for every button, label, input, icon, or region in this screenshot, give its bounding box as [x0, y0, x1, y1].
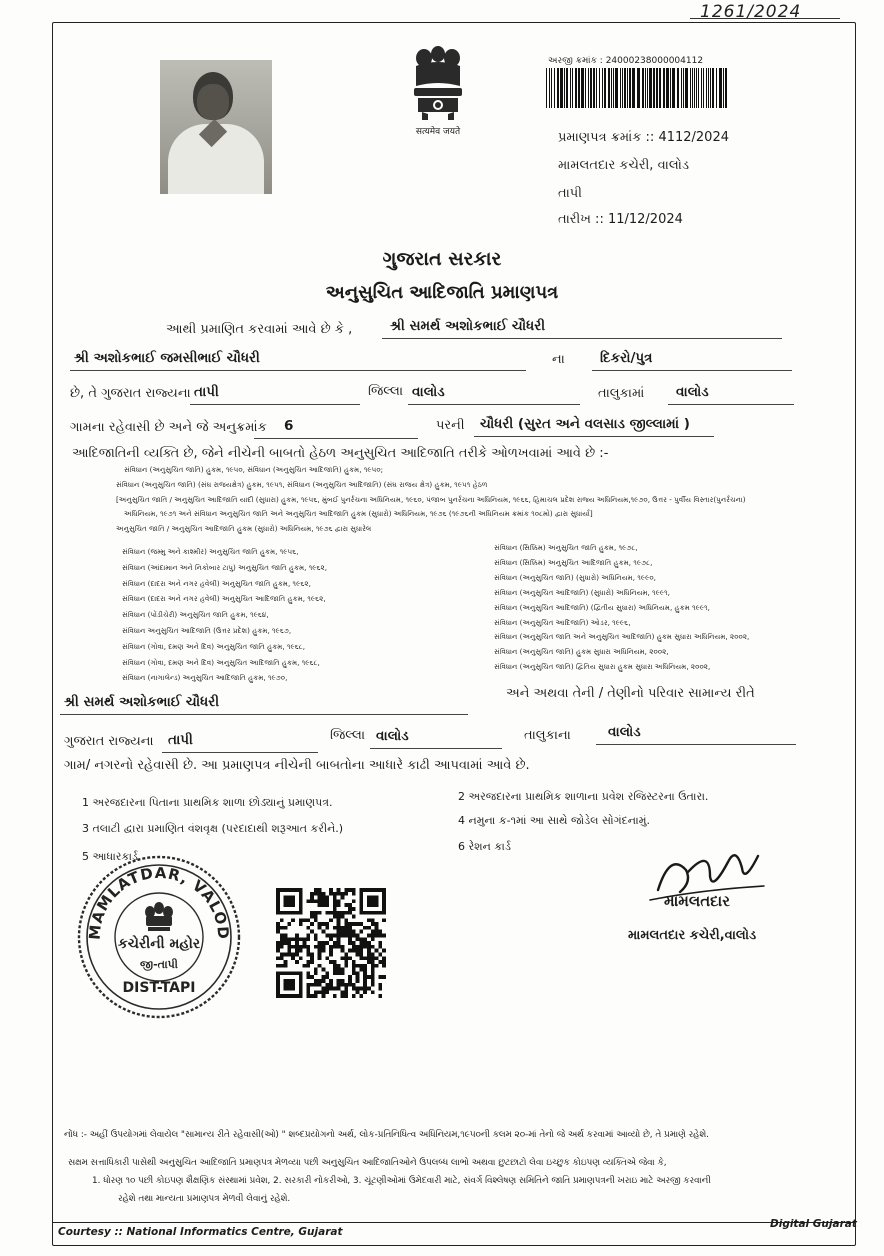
- order-left-5: સંવિધાન (પોંડીચેરી) અનુસુચિત જાતિ હુકમ, ૧૯૬૪,: [122, 610, 269, 620]
- document-item-4: 4 નમુના ક-૧માં આ સાથે જોડેલ સોગંદનામું.: [458, 814, 650, 827]
- order-right-7: સંવિધાન (અનુસુચિત જાતિ અને અનુસુચિત આદિજાતિ) હુકમ સુધારા અધિનિયમ, ૨૦૦૨,: [494, 632, 750, 642]
- note-line-4: રહેશે તથા માન્યતા પ્રમાણપત્ર મેળવી લેવાનું રહેશે.: [118, 1194, 291, 1204]
- tribe-line: [474, 436, 714, 437]
- footer-divider: [52, 1222, 856, 1223]
- order-left-1: સંવિધાન (જમ્મુ અને કાશ્મીર) અનુસુચિત જાતિ હુકમ, ૧૯૫૬,: [122, 547, 299, 556]
- village-line: [668, 404, 794, 405]
- family-applicant-name: શ્રી સમર્થ અશોકભાઈ ચૌધરી: [64, 694, 220, 710]
- issuing-district: તાપી: [558, 186, 582, 201]
- taluka-label: તાલુકામાં: [598, 386, 645, 401]
- applicant-photo: [160, 60, 272, 194]
- certificate-number: પ્રમાણપત્ર ક્રમાંક :: 4112/2024: [558, 130, 729, 145]
- handwritten-reference: 1261/2024: [700, 2, 802, 22]
- order-line-3: [અનુસુચિત જાતિ / અનુસુચિત આદિજાતિ યાદી (સુધારા) હુકમ, ૧૯૫૬, મુંબઈ પુનર્રચના અધિનિયમ, ૧૯૬૦, પંજાબ પુનર્રચના અધિનિયમ, ૧૯૬૬, હિમાચલ પ્રદેશ રાજ્ય અધિનિયમ,૧૯૭૦, ઉત્તર - પુર્વીય વિસ્તાર(પુનર્રચના): [116, 495, 746, 504]
- document-item-6: 6 રેશન કાર્ડ: [458, 840, 511, 853]
- family-resident-text: ગામ/ નગરનો રહેવાસી છે. આ પ્રમાણપત્ર નીચેની બાબતોના આધારે કાઢી આપવામાં આવે છે.: [64, 758, 530, 773]
- seal-emblem-icon: [145, 902, 173, 931]
- family-taluka-line: [370, 748, 502, 749]
- order-right-4: સંવિધાન (અનુસુચિત આદિજાતિ) (સુધારો) અધિનિયમ, ૧૯૯૧,: [494, 587, 670, 597]
- of-label: ના: [552, 352, 565, 367]
- order-left-2: સંવિધાન (આંદામાન અને નિકોબાર ટાપુ) અનુસુચિત જાતિ હુકમ, ૧૯૬૨,: [122, 562, 328, 572]
- order-right-1: સંવિધાન (સિક્કિમ) અનુસુચિત જાતિ હુકમ, ૧૯૭૮,: [494, 543, 638, 552]
- family-taluka-label: તાલુકાના: [524, 728, 571, 743]
- order-left-4: સંવિધાન (દાદરા અને નગર હવેલી) અનુસુચિત આદિજાતિ હુકમ, ૧૯૬૨,: [122, 594, 326, 604]
- photo-face: [197, 84, 229, 120]
- family-village-line: [596, 744, 796, 745]
- family-district-line: [162, 752, 318, 753]
- relation: દિકરો/પુત્ર: [600, 350, 653, 366]
- order-right-5: સંવિધાન (અનુસુચિત આદિજાતિ) (દ્વિતીય સુધારા) અધિનિયમ, હુકમ ૧૯૯૧,: [494, 602, 710, 612]
- order-right-6: સંવિધાન (અનુસુચિત આદિજાતિ) ઓડર, ૧૯૯૬,: [494, 617, 631, 627]
- note-line-2: સક્ષમ સત્તાધિકારી પાસેથી અનુસુચિત આદિજાતિ પ્રમાણપત્ર મેળવ્યા પછી અનુસુચિત આદિજાતિઓને ઉપલબ્ધ લાભો અથવા છુટછાટો લેવા ઇચ્છુક કોઇપણ વ્યક્તિએ જેવા કે,: [68, 1158, 667, 1168]
- certificate-date: તારીખ :: 11/12/2024: [558, 212, 683, 227]
- district-label: જિલ્લા: [368, 384, 404, 399]
- applicant-name: શ્રી સમર્થ અશોકભાઈ ચૌધરી: [390, 318, 546, 334]
- order-line-4: અધિનિયમ, ૧૯૭૧ અને સંવિધાન અનુસુચિત જાતિ અને અનુસુચિત આદિજાતિ હુકમ (સુધારો) અધિનિયમ, ૧૯૭૬ (૧૯૭૬ની અધિનિયમ ક્રમાંક ૧૦૮મો) દ્વારા સુધાર્યા]: [124, 509, 593, 518]
- application-number: અરજી ક્રમાંક : 24000238000004112: [548, 56, 704, 66]
- order-left-3: સંવિધાન (દાદરા અને નગર હવેલી) અનુસુચિત જાતિ હુકમ, ૧૯૬૨,: [122, 578, 311, 588]
- note-line-3: 1. ધોરણ ૧૦ પછી કોઇપણ શૈક્ષણિક સંસ્થામાં પ્રવેશ, 2. સરકારી નોકરીઓ, 3. ચૂંટણીઓમાં ઉમેદવારી માટે, સંવર્ગ વિશ્લેષણ સમિતિને જાતિ પ્રમાણપત્રની ખરાઇ માટે અરજી કરવાની: [92, 1176, 711, 1186]
- family-district-value: તાપી: [168, 732, 193, 748]
- district-line: [190, 404, 360, 405]
- office-seal-stamp: [74, 852, 244, 1022]
- order-right-8: સંવિધાન (અનુસુચિત જાતિ) હુકમ સુધારા અધિનિયમ, ૨૦૦૨,: [494, 647, 669, 657]
- family-village-value: વાલોડ: [608, 724, 641, 740]
- emblem-motto: सत्यमेव जयते: [415, 127, 461, 137]
- resident-text: ગામના રહેવાસી છે અને જે અનુક્રમાંક: [70, 420, 267, 435]
- district-value: તાપી: [194, 384, 219, 400]
- certify-prefix: આથી પ્રમાણિત કરવામાં આવે છે કે ,: [166, 322, 353, 337]
- certificate-title: અનુસુચિત આદિજાતિ પ્રમાણપત્ર: [325, 282, 559, 303]
- signatory-office: મામલતદાર કચેરી,વાલોડ: [628, 928, 757, 943]
- order-right-9: સંવિધાન (અનુસુચિત જાતિ) દ્વિતિય સુધારા હુકમ સુધારા અધિનિયમ, ૨૦૦૨,: [494, 662, 711, 672]
- family-name-line: [60, 714, 468, 715]
- order-left-8: સંવિધાન (ગોવા, દમણ અને દિવ) અનુસુચિત આદિજાતિ હુકમ, ૧૯૬૮,: [122, 657, 320, 667]
- serial-line: [254, 438, 418, 439]
- government-title: ગુજરાત સરકાર: [382, 248, 502, 270]
- order-right-2: સંવિધાન (સિક્કિમ) અનુસુચિત આદિજાતિ હુકમ, ૧૯૭૮,: [494, 557, 653, 567]
- issuing-office: મામલતદાર કચેરી, વાલોડ: [558, 158, 690, 173]
- relation-line: [592, 370, 792, 371]
- document-item-3: 3 તલાટી દ્વારા પ્રમાણિત વંશવૃક્ષ (પરદાદાથી શરૂઆત કરીને.): [82, 822, 344, 835]
- upon-label: પરની: [436, 418, 465, 433]
- order-left-7: સંવિધાન (ગોવા, દમણ અને દિવ) અનુસુચિત જાતિ હુકમ, ૧૯૬૮,: [122, 641, 305, 651]
- document-item-2: 2 અરજદારના પ્રાથમિક શાળાના પ્રવેશ રજિસ્ટરના ઉતારા.: [458, 790, 709, 803]
- document-item-1: 1 અરજદારના પિતાના પ્રાથમિક શાળા છોડ્યાનું પ્રમાણપત્ર.: [82, 796, 333, 809]
- father-name: શ્રી અશોકભાઈ જમસીભાઈ ચૌધરી: [74, 350, 260, 366]
- qr-code: [276, 888, 386, 998]
- state-prefix: છે, તે ગુજરાત રાજ્યના: [70, 386, 191, 401]
- document-item-5: 5 આધારકાર્ડ: [82, 850, 138, 863]
- order-line-1: સંવિધાન (અનુસુચિત જાતિ) હુકમ, ૧૯૫૦, સંવિધાન (અનુસુચિત આદિજાતિ) હુકમ, ૧૯૫૦;: [124, 465, 384, 474]
- seal-center-text: કચેરીની મહોર: [117, 936, 201, 952]
- note-line-1: નોંધ :- અહીં ઉપયોગમાં લેવાયેલ "સામાન્ય રીતે રહેવાસી(ઓ) " શબ્દપ્રયોગનો અર્થ, લોક-પ્રતિનિધિત્વ અધિનિયમ,૧૯૫૦ની કલમ ૨૦-માં તેનો જે અર્થ કરવામાં આવ્યો છે, તે પ્રમાણે રહેશે.: [64, 1130, 709, 1140]
- taluka-value: વાલોડ: [412, 384, 445, 400]
- village-value: વાલોડ: [676, 384, 709, 400]
- handwritten-underline: [690, 18, 840, 19]
- applicant-name-line: [382, 338, 782, 339]
- footer-digital-gujarat: Digital Gujarat: [770, 1218, 857, 1230]
- family-state-prefix: ગુજરાત રાજ્યના: [64, 734, 154, 749]
- father-name-line: [70, 370, 526, 371]
- barcode: [546, 68, 728, 108]
- seal-bottom-text: DIST-TAPI: [122, 980, 196, 996]
- serial-number: 6: [284, 418, 294, 434]
- seal-top-text: MAMLATDAR, VALOD: [85, 863, 233, 941]
- family-text: અને અથવા તેની / તેણીનો પરિવાર સામાન્ય રીતે: [506, 686, 755, 701]
- order-line-2: સંવિધાન (અનુસુચિત જાતિ) (સંઘ રાજયક્ષેત્ર) હુકમ, ૧૯૫૧, સંવિધાન (અનુસુચિત આદિજાતિ) (સંઘ રાજય ક્ષેત્ર) હુકમ, ૧૯૫૧ હેઠળ: [116, 480, 488, 489]
- order-left-6: સંવિધાન અનુસુચિત આદિજાતિ (ઉત્તર પ્રદેશ) હુકમ, ૧૯૬૭,: [122, 626, 292, 635]
- tribe-sentence: આદિજાતિની વ્યક્તિ છે, જેને નીચેની બાબતો હેઠળ અનુસુચિત આદિજાતિ તરીકે ઓળખવામાં આવે છે :-: [72, 446, 609, 461]
- signatory-title: મામલતદાર: [664, 892, 730, 910]
- order-left-9: સંવિધાન (નાગાલેન્ડ) અનુસુચિત આદિજાતિ હુકમ, ૧૯૭૦,: [122, 673, 288, 683]
- taluka-line: [408, 404, 580, 405]
- seal-bottom-gujarati: જી-તાપી: [140, 958, 178, 971]
- tribe-name: ચૌધરી (સુરત અને વલસાડ જીલ્લામાં ): [480, 416, 690, 432]
- order-line-5: અનુસુચિત જાતિ / અનુસુચિત આદિજાતિ હુકમ (સુધારો) અધિનિયમ, ૧૯૭૬ દ્વારા સુધારેલ: [116, 524, 372, 533]
- order-right-3: સંવિધાન (અનુસુચિત જાતિ) (સુધારો) અધિનિયમ, ૧૯૯૦,: [494, 572, 656, 582]
- family-taluka-value: વાલોડ: [376, 728, 409, 744]
- family-district-label: જિલ્લા: [330, 728, 366, 743]
- footer-courtesy: Courtesy :: National Informatics Centre, Gujarat: [58, 1226, 343, 1238]
